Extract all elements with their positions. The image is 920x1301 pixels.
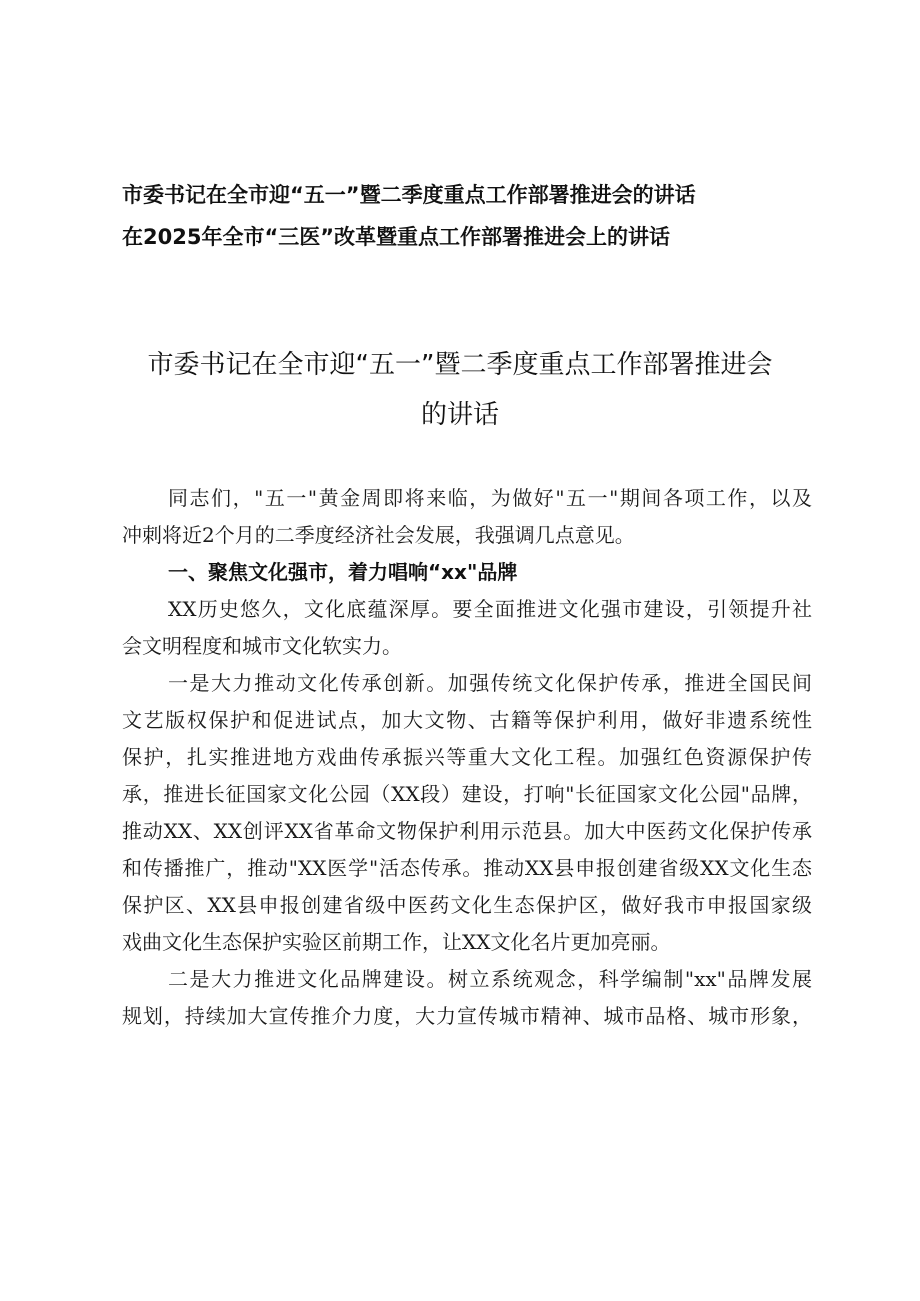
text-line: 同志们，"五一"黄金周即将来临，为做好"五一"期间各项工作，以及 xyxy=(168,486,812,510)
text-line: 承，推进长征国家文化公园（XX段）建设，打响"长征国家文化公园"品牌， xyxy=(122,782,812,806)
paragraph-point1 xyxy=(122,665,812,961)
toc-item[interactable]: 市委书记在全市迎“五一”暨二季度重点工作部署推进会的讲话 xyxy=(122,183,696,207)
document-body xyxy=(122,480,812,1035)
text-line: 会文明程度和城市文化软实力。 xyxy=(122,634,402,658)
text-line: 文艺版权保护和促进试点，加大文物、古籍等保护利用，做好非遗系统性 xyxy=(122,708,812,732)
paragraph-point2 xyxy=(122,961,812,1035)
paragraph-intro xyxy=(122,480,812,554)
document-title xyxy=(110,340,810,440)
text-line: 和传播推广，推动"XX医学"活态传承。推动XX县申报创建省级XX文化生态 xyxy=(122,856,812,880)
title-line: 的讲话 xyxy=(420,400,499,430)
text-line: 保护区、XX县申报创建省级中医药文化生态保护区，做好我市申报国家级 xyxy=(122,893,812,917)
text-line: 二是大力推进文化品牌建设。树立系统观念，科学编制"xx"品牌发展 xyxy=(168,967,812,991)
section-heading: 一、聚焦文化强市，着力唱响“xx"品牌 xyxy=(168,560,518,584)
text-line: 一是大力推动文化传承创新。加强传统文化保护传承，推进全国民间 xyxy=(168,671,812,695)
text-line: 冲刺将近2个月的二季度经济社会发展，我强调几点意见。 xyxy=(122,523,635,547)
text-line: 规划，持续加大宣传推介力度，大力宣传城市精神、城市品格、城市形象， xyxy=(122,1004,812,1028)
text-line: 戏曲文化生态保护实验区前期工作，让XX文化名片更加亮丽。 xyxy=(122,930,671,954)
text-line: XX历史悠久，文化底蕴深厚。要全面推进文化强市建设，引领提升社 xyxy=(168,597,812,621)
paragraph-section1-intro xyxy=(122,591,812,665)
table-of-contents xyxy=(122,174,842,258)
text-line: 推动XX、XX创评XX省革命文物保护利用示范县。加大中医药文化保护传承 xyxy=(122,819,812,843)
text-line: 保护，扎实推进地方戏曲传承振兴等重大文化工程。加强红色资源保护传 xyxy=(122,745,812,769)
toc-item[interactable]: 在2025年全市“三医”改革暨重点工作部署推进会上的讲话 xyxy=(122,225,671,249)
title-line: 市委书记在全市迎“五一”暨二季度重点工作部署推进会 xyxy=(147,350,773,380)
